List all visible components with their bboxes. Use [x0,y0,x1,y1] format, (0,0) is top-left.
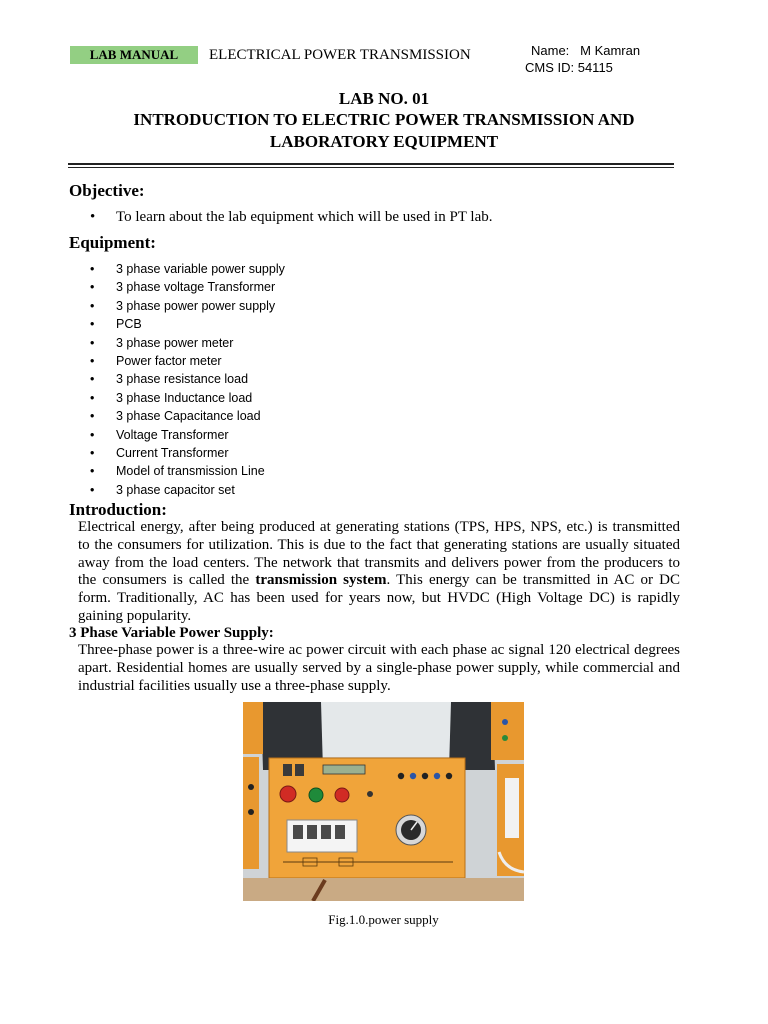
author-name: Name: M Kamran [531,43,641,58]
equipment-item-text: 3 phase Inductance load [116,390,253,405]
transmission-system-term: transmission system [255,572,387,589]
title-divider-top [68,163,674,165]
power-supply-heading: 3 Phase Variable Power Supply: [69,625,274,641]
objective-item [90,208,493,226]
bullet-marker: • [90,464,95,479]
equipment-item-text: Voltage Transformer [116,427,229,442]
objective-heading: Objective: [69,181,145,200]
introduction-paragraph [78,519,680,626]
bullet-marker: • [90,262,95,276]
bullet-marker: • [90,482,95,497]
bullet-marker: • [90,390,95,405]
equipment-item-text: 3 phase resistance load [116,372,249,387]
bullet-marker: • [90,354,95,369]
bullet-marker: • [90,280,95,295]
equipment-item [90,260,285,278]
objective-item-text: To learn about the lab equipment which will be used in PT lab. [116,209,493,225]
equipment-item-text: Model of transmission Line [116,464,265,479]
document-subject: ELECTRICAL POWER TRANSMISSION [209,47,471,63]
equipment-item-text: PCB [116,317,142,332]
equipment-item-text: 3 phase power power supply [116,298,276,313]
equipment-item [90,407,285,425]
bullet-marker: • [90,446,95,461]
introduction-heading: Introduction: [69,500,167,519]
equipment-item [90,278,285,296]
equipment-item-text: 3 phase capacitor set [116,482,235,497]
power-supply-photo [243,702,524,901]
equipment-item [90,370,285,388]
equipment-item [90,426,285,444]
author-cms-id: CMS ID: 54115 [525,60,613,75]
equipment-item-text: Current Transformer [116,446,229,461]
lab-number: LAB NO. 01 [338,89,430,108]
title-divider-bottom [68,167,674,168]
bullet-marker: • [90,317,95,332]
bullet-marker: • [90,209,96,225]
page-title-line-1: INTRODUCTION TO ELECTRIC POWER TRANSMISSION AND [133,110,635,129]
equipment-item [90,462,285,480]
equipment-item [90,297,285,315]
equipment-item [90,481,285,499]
equipment-item-text: 3 phase Capacitance load [116,409,261,424]
equipment-item [90,389,285,407]
equipment-item [90,352,285,370]
equipment-item [90,444,285,462]
equipment-item [90,334,285,352]
equipment-item-text: 3 phase variable power supply [116,262,285,276]
page-title-line-2: LABORATORY EQUIPMENT [269,132,499,151]
objective-list [90,208,493,226]
bullet-marker: • [90,298,95,313]
bullet-marker: • [90,427,95,442]
bullet-marker: • [90,372,95,387]
bullet-marker: • [90,335,95,350]
power-supply-paragraph: Three-phase power is a three-wire ac power circuit with each phase ac signal 120 electrical degrees apart. Residential homes are usually served by a single-phase power supply, while commercial and industrial facilities usually use a three-phase supply. [78,642,680,694]
figure-caption: Fig.1.0.power supply [328,912,439,927]
equipment-item-text: 3 phase power meter [116,335,234,350]
equipment-item-text: Power factor meter [116,354,222,369]
bullet-marker: • [90,409,95,424]
lab-manual-label: LAB MANUAL [70,46,198,64]
introduction-text-1: Electrical energy, after being produced at generating stations (TPS, HPS, NPS, etc.) is transmitted to the consumers for utilization. This is due to the fact that generating stations are usually situated away from the load centers. The network that transmits and delivers power from the producers to the consumers is called the [78,519,680,589]
introduction-text-2: . This energy can be transmitted in AC or DC form. Traditionally, AC has been used for years now, but HVDC (High Voltage DC) is rapidly gaining popularity. [78,572,680,624]
equipment-heading: Equipment: [69,233,156,252]
equipment-item-text: 3 phase voltage Transformer [116,280,276,295]
equipment-item [90,315,285,333]
equipment-list [90,260,285,499]
